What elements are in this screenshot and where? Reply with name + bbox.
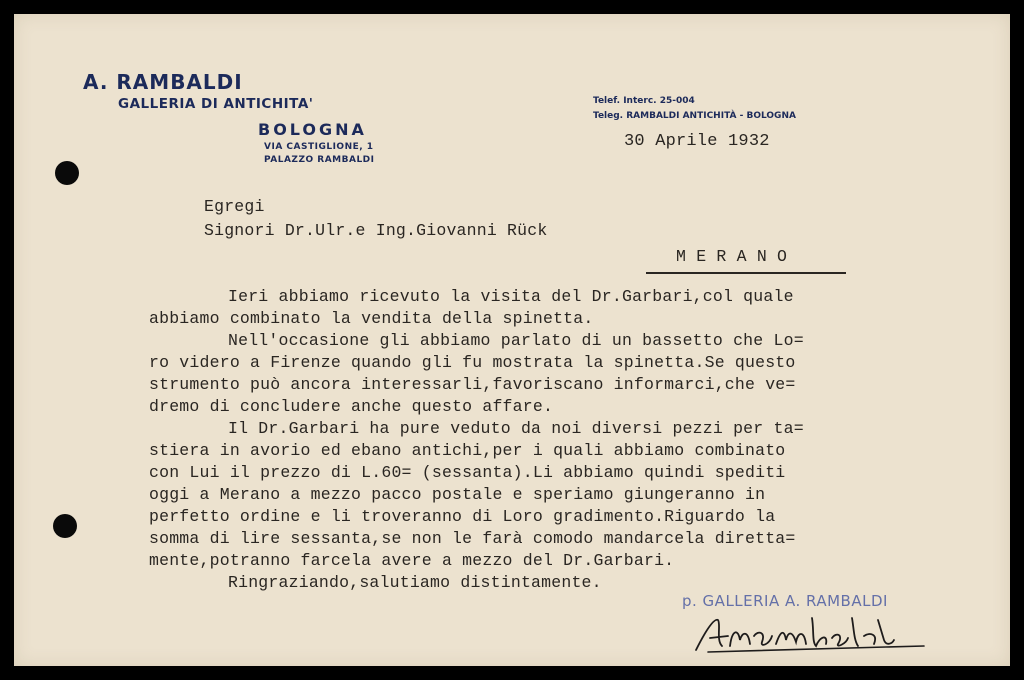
body-line: abbiamo combinato la vendita della spinetta.: [149, 309, 594, 328]
destination-underline: [646, 272, 846, 274]
recipients: Signori Dr.Ulr.e Ing.Giovanni Rück: [204, 221, 548, 240]
body-line: dremo di concludere anche questo affare.: [149, 397, 554, 416]
letterhead-street: VIA CASTIGLIONE, 1: [264, 142, 374, 152]
body-line: ro videro a Firenze quando gli fu mostrata la spinetta.Se questo: [149, 353, 796, 372]
body-line: Nell'occasione gli abbiamo parlato di un bassetto che Lo=: [228, 331, 804, 350]
letter-date: 30 Aprile 1932: [624, 132, 770, 151]
letterhead-subtitle: GALLERIA DI ANTICHITA': [118, 96, 314, 112]
letterhead-building: PALAZZO RAMBALDI: [264, 155, 375, 165]
letterhead-city: BOLOGNA: [258, 120, 367, 139]
punch-hole-top: [55, 161, 79, 185]
body-line: con Lui il prezzo di L.60= (sessanta).Li abbiamo quindi spediti: [149, 463, 786, 482]
body-line: oggi a Merano a mezzo pacco postale e speriamo giungeranno in: [149, 485, 766, 504]
handwritten-signature: [688, 610, 928, 658]
company-stamp: p. GALLERIA A. RAMBALDI: [682, 592, 888, 610]
destination: M E R A N O: [676, 247, 788, 266]
body-line: strumento può ancora interessarli,favoriscano informarci,che ve=: [149, 375, 796, 394]
body-line: perfetto ordine e li troveranno di Loro gradimento.Riguardo la: [149, 507, 776, 526]
letterhead-telegraph: Teleg. RAMBALDI ANTICHITÀ - BOLOGNA: [593, 111, 796, 121]
letterhead-phone: Telef. Interc. 25-004: [593, 96, 695, 106]
body-line: Ringraziando,salutiamo distintamente.: [228, 573, 602, 592]
letterhead-name: A. RAMBALDI: [83, 70, 243, 94]
body-line: Ieri abbiamo ricevuto la visita del Dr.Garbari,col quale: [228, 287, 794, 306]
punch-hole-bottom: [53, 514, 77, 538]
salutation: Egregi: [204, 197, 265, 216]
body-line: stiera in avorio ed ebano antichi,per i quali abbiamo combinato: [149, 441, 786, 460]
body-line: somma di lire sessanta,se non le farà comodo mandarcela diretta=: [149, 529, 796, 548]
body-line: mente,potranno farcela avere a mezzo del Dr.Garbari.: [149, 551, 675, 570]
body-line: Il Dr.Garbari ha pure veduto da noi diversi pezzi per ta=: [228, 419, 804, 438]
letter-page: [14, 14, 1010, 666]
